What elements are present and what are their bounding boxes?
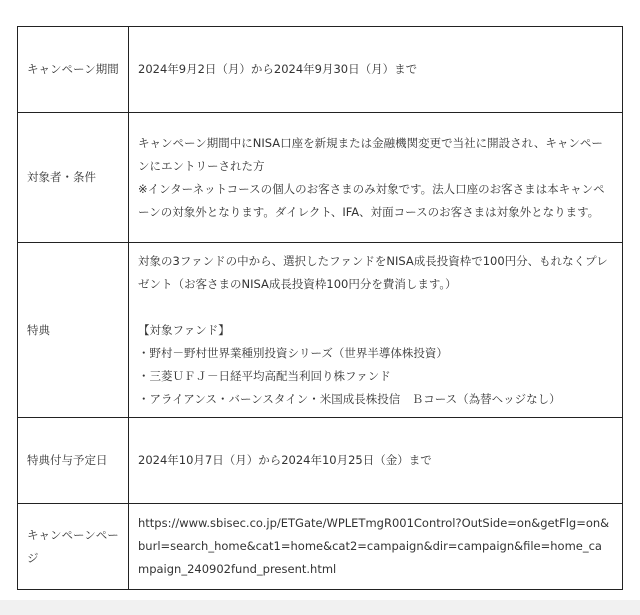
row-label-campaign-page: キャンペーンページ bbox=[18, 504, 129, 590]
benefit-spacer bbox=[138, 296, 613, 319]
row-label-eligibility: 対象者・条件 bbox=[18, 113, 129, 243]
table-row-campaign-page bbox=[18, 504, 623, 590]
table-row-campaign-period bbox=[18, 27, 623, 113]
eligibility-condition-text: キャンペーン期間中にNISA口座を新規または金融機関変更で当社に開設され、キャンペーンにエントリーされた方 bbox=[138, 135, 603, 173]
row-value-campaign-page bbox=[129, 504, 623, 590]
table-row-eligibility bbox=[18, 113, 623, 243]
row-value-benefit bbox=[129, 243, 623, 418]
row-value-campaign-period bbox=[129, 27, 623, 113]
target-fund-item: ・三菱ＵＦＪ－日経平均高配当利回り株ファンド bbox=[138, 368, 391, 383]
target-fund-item: ・野村－野村世界業種別投資シリーズ（世界半導体株投資） bbox=[138, 345, 448, 360]
table-row-benefit bbox=[18, 243, 623, 418]
campaign-period-text: 2024年9月2日（月）から2024年9月30日（月）まで bbox=[138, 62, 418, 76]
table-row-grant-date bbox=[18, 418, 623, 504]
row-label-benefit: 特典 bbox=[18, 243, 129, 418]
row-value-eligibility bbox=[129, 113, 623, 243]
row-label-campaign-period: キャンペーン期間 bbox=[18, 27, 129, 113]
target-funds-heading: 【対象ファンド】 bbox=[138, 322, 230, 337]
campaign-page-url[interactable]: https://www.sbisec.co.jp/ETGate/WPLETmgR001Control?OutSide=on&getFlg=on&burl=search_home&cat1=home&cat2=campaign&dir=campaign&file=home_campaign_240902fund_present.html bbox=[138, 516, 610, 576]
row-label-grant-date: 特典付与予定日 bbox=[18, 418, 129, 504]
eligibility-note-text: ※インターネットコースの個人のお客さまのみ対象です。法人口座のお客さまは本キャンペーンの対象外となります。ダイレクト、IFA、対面コースのお客さまは対象外となります。 bbox=[138, 181, 605, 219]
row-value-grant-date bbox=[129, 418, 623, 504]
benefit-description-text: 対象の3ファンドの中から、選択したファンドをNISA成長投資枠で100円分、もれなくプレゼント（お客さまのNISA成長投資枠100円分を費消します。） bbox=[138, 253, 608, 291]
campaign-details-table bbox=[17, 26, 623, 590]
grant-date-text: 2024年10月7日（月）から2024年10月25日（金）まで bbox=[138, 453, 432, 467]
target-fund-item: ・アライアンス・バーンスタイン・米国成長株投信 Ｂコース（為替ヘッジなし） bbox=[138, 391, 561, 406]
